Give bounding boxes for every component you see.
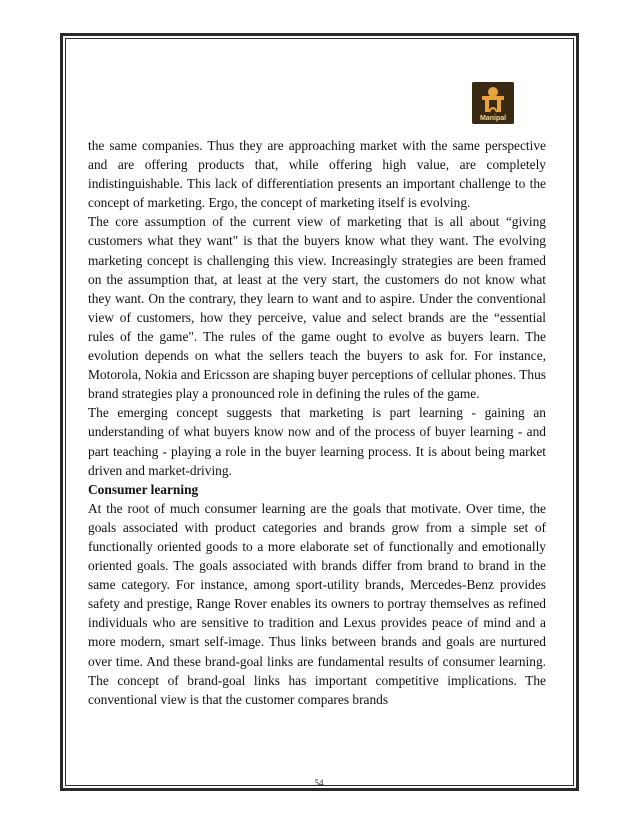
paragraph-2: The core assumption of the current view of marketing that is all about “giving customers what they want" is that the buyers know what they want. The evolving marketing concept is challenging this view. Increasingly strategies are been framed on the assumption that, at least at the very start, the customers do not know what they want. On the contrary, they learn to want and to aspire. Under the conventional view of customers, how they perceive, value and select brands are the “essential rules of the game". The rules of the game ought to evolve as buyers learn. The evolution depends on what the sellers teach the buyers to ask for. For instance, Motorola, Nokia and Ericsson are shaping buyer perceptions of cellular phones. Thus brand strategies play a pronounced role in defining the rules of the game. — [88, 214, 546, 402]
section-heading: Consumer learning — [88, 481, 199, 497]
logo-text: Manipal — [479, 115, 507, 122]
page-number: 54 — [314, 778, 324, 788]
page-content — [88, 136, 546, 709]
section-paragraph: At the root of much consumer learning are the goals that motivate. Over time, the goals associated with product categories and brands grow from a simple set of functionally oriented goods to a more elaborate set of functionally and emotionally oriented goals. The goals associated with brands differ from brand to brand in the same category. For instance, among sport-utility brands, Mercedes-Benz provides safety and prestige, Range Rover enables its owners to portray themselves as refined individuals who are sensitive to tradition and Lexus provides peace of mind and a more modern, smart self-image. Thus links between brands and goals are nurtured over time. And these brand-goal links are fundamental results of consumer learning. The concept of brand-goal links has important competitive implications. The conventional view is that the customer compares brands — [88, 500, 546, 707]
paragraph-3: The emerging concept suggests that marketing is part learning - gaining an understanding of what buyers know now and of the process of buyer learning - and part teaching - playing a role in the buyer learning process. It is about being market driven and market-driving. — [88, 405, 546, 478]
manipal-logo-icon — [472, 82, 514, 124]
paragraph-1: the same companies. Thus they are approaching market with the same perspective and are offering products that, while offering high value, are completely indistinguishable. This lack of differentiation presents an important challenge to the concept of marketing. Ergo, the concept of marketing itself is evolving. — [88, 138, 546, 211]
